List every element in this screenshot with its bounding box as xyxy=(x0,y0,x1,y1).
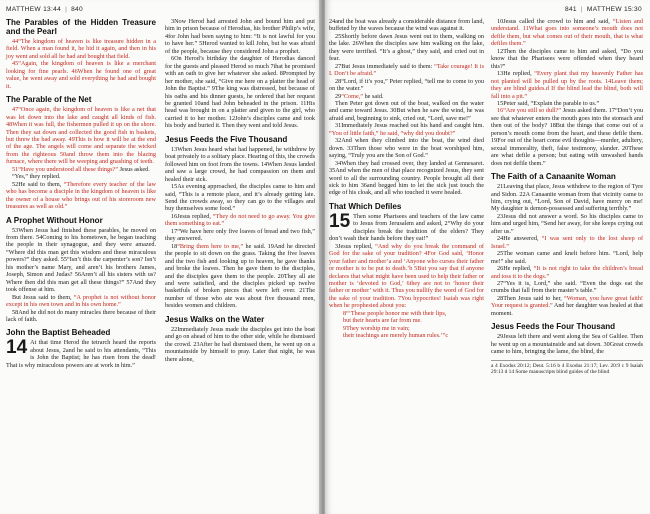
chapter-number: 15 xyxy=(329,210,351,232)
verse-paragraph: 45“Again, the kingdom of heaven is like a merchant looking for fine pearls. 46When he found one of great value, he went away and sold everything he had and bought it. xyxy=(6,60,156,90)
section-heading: Jesus Walks on the Water xyxy=(165,314,265,324)
poetry-line: 8“‘These people honor me with their lips, xyxy=(343,309,447,317)
left-page-number: 840 xyxy=(71,6,83,13)
verse-paragraph: 52He said to them, “Therefore every teacher of the law who has become a disciple in the kingdom of heaven is like the owner of a house who brings out of his storeroom new treasures as well as old.” xyxy=(6,180,156,211)
verse-paragraph: 21Leaving that place, Jesus withdrew to the region of Tyre and Sidon. 22A Canaanite woman from that vicinity came to him, crying out, “Lord, Son of David, have mercy on me! My daughter is demon-possessed and suffering terribly.” xyxy=(491,183,643,213)
verse-paragraph: 47“Once again, the kingdom of heaven is like a net that was let down into the lake and caught all kinds of fish. 48When it was full, the fishermen pulled it up on the shore. Then they sat down and collected the good fish in baskets, but threw the bad away. 49This is how it will be at the end of the age. The angels will come and separate the wicked from the righteous 50and throw them into the blazing furnace, where there will be weeping and gnashing of teeth. xyxy=(6,106,156,166)
poetry-line: their teachings are merely human rules.’”c xyxy=(343,332,449,340)
verse-paragraph: 22Immediately Jesus made the disciples get into the boat and go on ahead of him to the other side, while he dismissed the crowd. 23After he had dismissed them, he went up on a mountainside by himself to pray. Later that night, he was there alone, xyxy=(165,325,315,363)
section-heading: The Faith of a Canaanite Woman xyxy=(491,172,616,182)
verse-paragraph: 24He answered, “I was sent only to the lost sheep of Israel.” xyxy=(491,235,644,250)
chapter-paragraph xyxy=(329,210,484,243)
left-column-1 xyxy=(6,18,156,369)
right-running-header: 841 | MATTHEW 15:30 xyxy=(565,6,642,13)
verse-paragraph: “Yes,” they replied. xyxy=(12,173,61,181)
verse-text: At that time Herod the tetrarch heard the reports about Jesus, 2and he said to his attendants, “This is John the Baptist; he has risen from the dead! That is why miraculous powers are at work in him.” xyxy=(6,339,156,369)
verse-paragraph: 3Jesus replied, “And why do you break the command of God for the sake of your tradition? 4For God said, ‘Honor your father and mother’a and ‘Anyone who curses their father or mother is to be put to death.’b 5But you say that if anyone declares that what might have been used to help their father or mother is ‘devoted to God,’ 6they are not to ‘honor their father or mother’ with it. Thus you nullify the word of God for the sake of your tradition. 7You hypocrites! Isaiah was right when he prophesied about you: xyxy=(329,242,484,310)
right-header-ref: MATTHEW 15:30 xyxy=(586,6,642,13)
verse-paragraph: 28Then Jesus said to her, “Woman, you have great faith! Your request is granted.” And her daughter was healed at that moment. xyxy=(491,294,643,317)
left-column-2 xyxy=(165,18,315,363)
verse-paragraph: 15As evening approached, the disciples came to him and said, “This is a remote place, and it’s already getting late. Send the crowds away, so they can go to the villages and buy themselves some food.” xyxy=(165,183,315,213)
verse-paragraph: 10Jesus called the crowd to him and said, “Listen and understand. 11What goes into someone’s mouth does not defile them, but what comes out of their mouth, that is what defiles them.” xyxy=(491,18,643,48)
verse-paragraph: 24and the boat was already a considerable distance from land, buffeted by the waves because the wind was against it. xyxy=(329,18,484,33)
poetry-line: but their hearts are far from me. xyxy=(343,317,422,325)
right-page xyxy=(325,0,650,514)
right-column-1 xyxy=(329,18,484,340)
verse-paragraph: 13He replied, “Every plant that my heavenly Father has not planted will be pulled up by the roots. 14Leave them; they are blind guides.d If the blind lead the blind, both will fall into a pit.” xyxy=(491,70,643,100)
verse-paragraph: 32And when they climbed into the boat, the wind died down. 33Then those who were in the boat worshiped him, saying, “Truly you are the Son of God.” xyxy=(329,137,484,160)
verse-paragraph: 3Now Herod had arrested John and bound him and put him in prison because of Herodias, his brother Philip’s wife, 4for John had been saying to him: “It is not lawful for you to have her.” 5Herod wanted to kill John, but he was afraid of the people, because they considered John a prophet. xyxy=(165,18,315,55)
verse-paragraph: 31Immediately Jesus reached out his hand and caught him. “You of little faith,” he said, “why did you doubt?” xyxy=(329,122,484,137)
chapter-paragraph xyxy=(6,339,156,369)
left-running-header: MATTHEW 13:44 | 840 xyxy=(6,6,83,13)
section-heading: Jesus Feeds the Five Thousand xyxy=(165,134,288,144)
verse-paragraph: 15Peter said, “Explain the parable to us.” xyxy=(497,99,600,107)
verse-paragraph: 26He replied, “It is not right to take the children’s bread and toss it to the dogs.” xyxy=(491,265,643,280)
verse-paragraph: 16“Are you still so dull?” Jesus asked them. 17“Don’t you see that whatever enters the mouth goes into the stomach and then out of the body? 18But the things that come out of a person’s mouth come from the heart, and these defile them. 19For out of the heart come evil thoughts—murder, adultery, sexual immorality, theft, false testimony, slander. 20These are what defile a person; but eating with unwashed hands does not defile them.” xyxy=(491,107,644,167)
verse-paragraph: Then Peter got down out of the boat, walked on the water and came toward Jesus. 30But when he saw the wind, he was afraid and, beginning to sink, cried out, “Lord, save me!” xyxy=(329,99,484,122)
section-heading: The Parable of the Net xyxy=(6,95,92,105)
verse-paragraph: But Jesus said to them, “A prophet is not without honor except in his own town and in his own home.” xyxy=(6,293,156,309)
verse-paragraph: 51“Have you understood all these things?” Jesus asked. xyxy=(12,165,150,173)
left-header-ref: MATTHEW 13:44 xyxy=(6,6,62,13)
verse-paragraph: 34When they had crossed over, they landed at Gennesaret. 35And when the men of that place recognized Jesus, they sent word to all the surrounding country. People brought all their sick to him 36and begged him to let the sick just touch the edge of his cloak, and all who touched it were healed. xyxy=(329,159,484,197)
verse-paragraph: 29Jesus left there and went along the Sea of Galilee. Then he went up on a mountainside and sat down. 30Great crowds came to him, bringing the lame, the blind, the xyxy=(491,333,643,356)
section-heading: Jesus Feeds the Four Thousand xyxy=(491,322,616,332)
verse-paragraph: 13When Jesus heard what had happened, he withdrew by boat privately to a solitary place. Hearing of this, the crowds followed him on foot from the towns. 14When Jesus landed and saw a large crowd, he had compassion on them and healed their sick. xyxy=(165,145,315,183)
chapter-number: 14 xyxy=(6,337,28,359)
verse-paragraph: 27But Jesus immediately said to them: “Take courage! It is I. Don’t be afraid.” xyxy=(329,62,484,78)
verse-paragraph: 23Jesus did not answer a word. So his disciples came to him and urged him, “Send her away, for she keeps crying out after us.” xyxy=(491,212,643,235)
left-page xyxy=(0,0,322,514)
section-heading: The Parables of the Hidden Treasure and the Pearl xyxy=(6,18,156,36)
verse-paragraph: 16Jesus replied, “They do not need to go away. You give them something to eat.” xyxy=(165,212,315,228)
verse-paragraph: 12Then the disciples came to him and asked, “Do you know that the Pharisees were offended when they heard this?” xyxy=(491,47,643,70)
section-heading: John the Baptist Beheaded xyxy=(6,328,111,338)
verse-paragraph: 17“We have here only five loaves of bread and two fish,” they answered. xyxy=(165,227,315,243)
right-page-number: 841 xyxy=(565,6,577,13)
verse-paragraph: 6On Herod’s birthday the daughter of Herodias danced for the guests and pleased Herod so much 7that he promised with an oath to give her whatever she asked. 8Prompted by her mother, she said, “Give me here on a platter the head of John the Baptist.” 9The king was distressed, but because of his oaths and his dinner guests, he ordered that her request be granted 10and had John beheaded in the prison. 11His head was brought in on a platter and given to the girl, who carried it to her mother. 12John’s disciples came and took his body and buried it. Then they went and told Jesus. xyxy=(165,55,315,130)
verse-paragraph: 28“Lord, if it’s you,” Peter replied, “tell me to come to you on the water.” xyxy=(329,77,484,93)
verse-paragraph: 27“Yes it is, Lord,” she said. “Even the dogs eat the crumbs that fall from their master’s table.” xyxy=(491,279,643,295)
verse-paragraph: 29“Come,” he said. xyxy=(335,92,384,100)
footnotes: a 4 Exodus 20:12; Deut. 5:16 b 4 Exodus 21:17; Lev. 20:9 c 9 Isaiah 29:13 d 14 Some manuscripts blind guides of the blind xyxy=(491,360,643,376)
right-column-2 xyxy=(491,18,643,376)
verse-paragraph: 25The woman came and knelt before him. “Lord, help me!” she said. xyxy=(491,250,643,265)
verse-paragraph: 58And he did not do many miracles there because of their lack of faith. xyxy=(6,308,156,323)
verse-text: Then some Pharisees and teachers of the law came to Jesus from Jerusalem and asked, 2“Why do your disciples break the tradition of the elders? They don’t wash their hands before they eat!” xyxy=(329,212,484,243)
verse-paragraph: 25Shortly before dawn Jesus went out to them, walking on the lake. 26When the disciples saw him walking on the lake, they were terrified. “It’s a ghost,” they said, and cried out in fear. xyxy=(329,32,484,63)
poetry-line: 9They worship me in vain; xyxy=(343,324,410,332)
section-heading: That Which Defiles xyxy=(329,201,402,211)
verse-paragraph: 44“The kingdom of heaven is like treasure hidden in a field. When a man found it, he hid it again, and then in his joy went and sold all he had and bought that field. xyxy=(6,38,156,60)
section-heading: A Prophet Without Honor xyxy=(6,215,103,225)
verse-paragraph: 18“Bring them here to me,” he said. 19And he directed the people to sit down on the grass. Taking the five loaves and the two fish and looking up to heaven, he gave thanks and broke the loaves. Then he gave them to the disciples, and the disciples gave them to the people. 20They all ate and were satisfied, and the disciples picked up twelve basketfuls of broken pieces that were left over. 21The number of those who ate was about five thousand men, besides women and children. xyxy=(165,242,315,310)
verse-paragraph: 53When Jesus had finished these parables, he moved on from there. 54Coming to his hometown, he began teaching the people in their synagogue, and they were amazed. “Where did this man get this wisdom and these miraculous powers?” they asked. 55“Isn’t this the carpenter’s son? Isn’t his mother’s name Mary, and aren’t his brothers James, Joseph, Simon and Judas? 56Aren’t all his sisters with us? Where then did this man get all these things?” 57And they took offense at him. xyxy=(6,226,156,294)
